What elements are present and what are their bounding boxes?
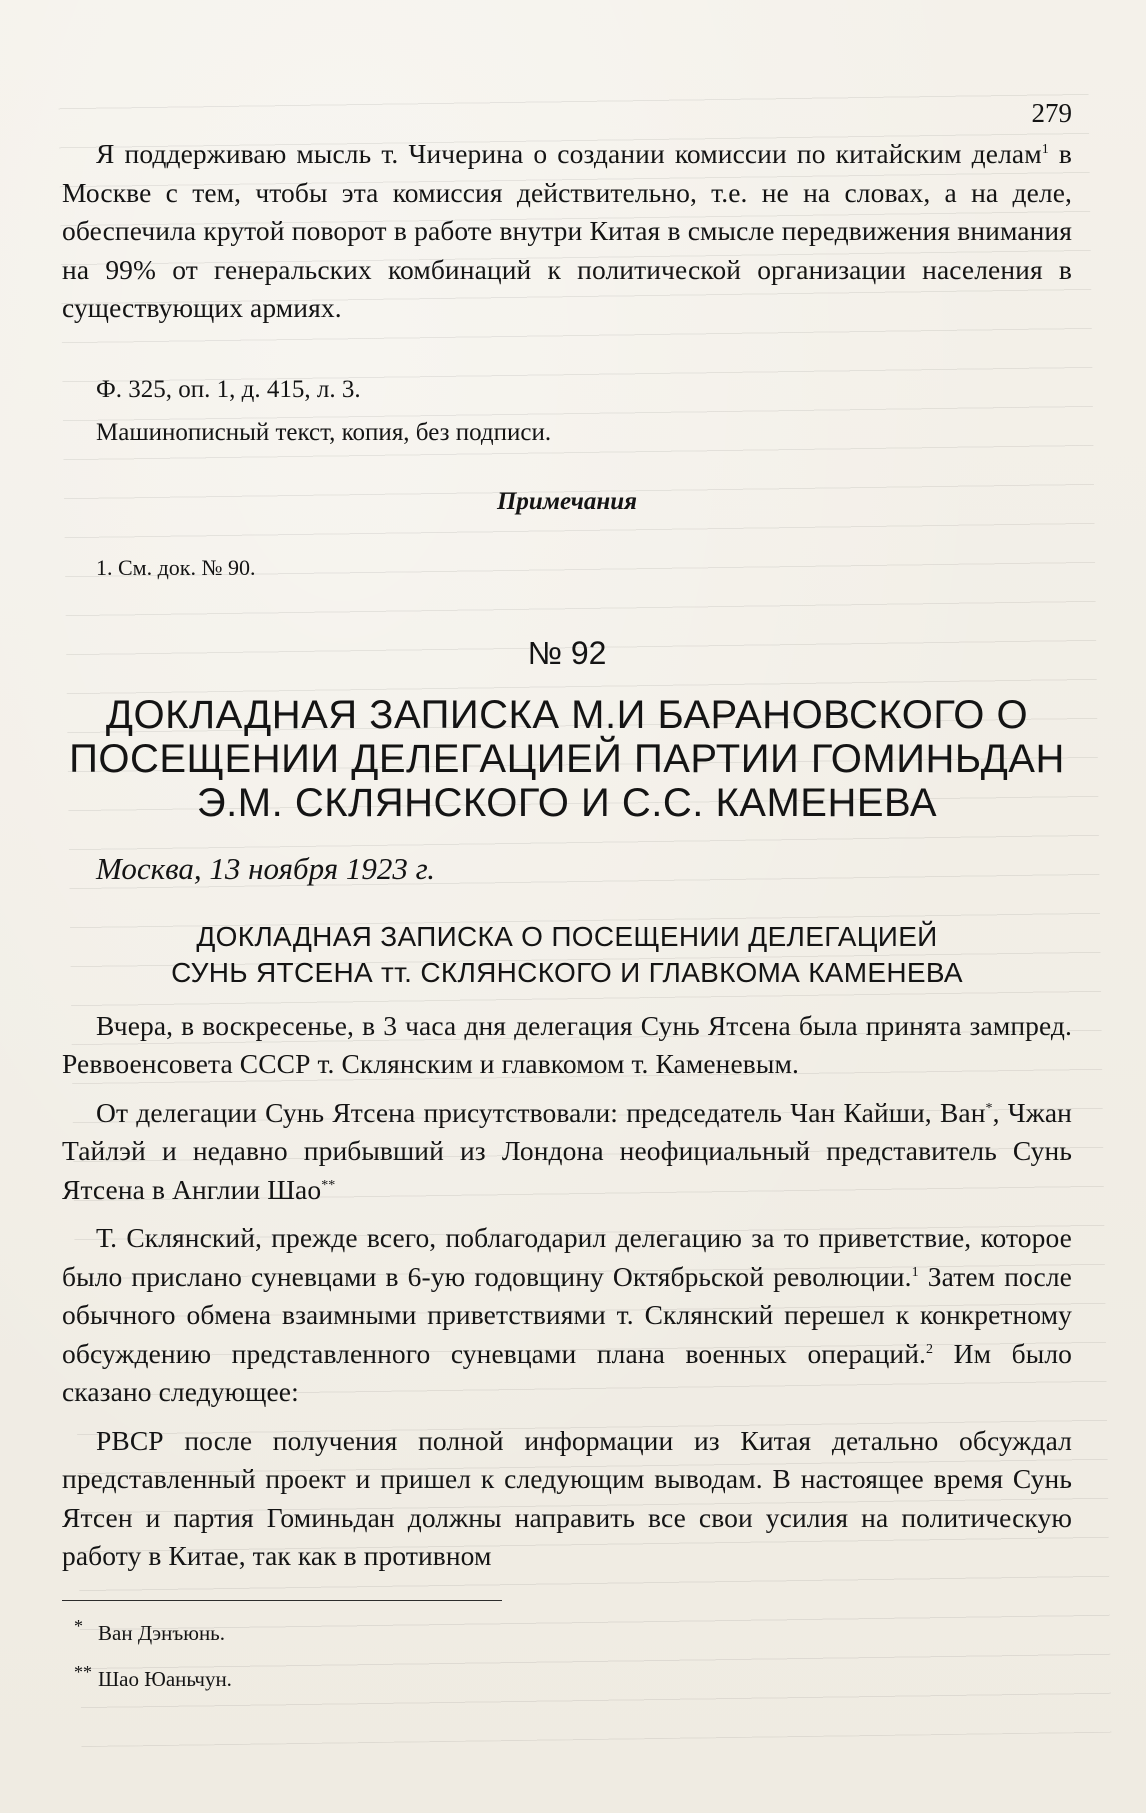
body-paragraph-3-part-a: Т. Склянский, прежде всего, поблагодарил делегацию за то приветствие, которое было прислано суневцами в 6-ую годовщину Октябрьской революции. <box>62 1222 1072 1292</box>
footnote-rule <box>62 1600 502 1601</box>
page-number: 279 <box>1031 98 1072 128</box>
body-paragraph-3 <box>62 1219 1072 1412</box>
body-paragraph-2-part-a: От делегации Сунь Ятсена присутствовали: председатель Чан Кайши, Ван <box>96 1096 986 1128</box>
footnote-mark-1: * <box>985 1100 993 1116</box>
top-paragraph <box>62 135 1072 328</box>
top-paragraph-rest: в Москве с тем, чтобы эта комиссия действительно, т.е. не на словах, а на деле, обеспечила крутой поворот в работе внутри Китая в смысле передвижения внимания на 99% от генеральских комбинаций к политической организации населения в существующих армиях. <box>62 138 1072 323</box>
section-title <box>62 919 1072 991</box>
archive-note: Машинописный текст, копия, без подписи. <box>96 418 552 446</box>
footnotes <box>62 1600 1072 1711</box>
footnote-ref-1: 1 <box>1041 141 1049 157</box>
place-date: Москва, 13 ноября 1923 г. <box>96 850 436 886</box>
body-paragraph-3-part-c: Им было сказано следующее: <box>62 1337 1072 1407</box>
body-paragraph-2-part-b: , Чжан Тайлэй и недавно прибывший из Лондона неофициальный представитель Сунь Ятсена в Англии Шао <box>62 1096 1072 1205</box>
body-paragraph-2 <box>62 1094 1072 1210</box>
note-ref-1: 1 <box>911 1264 919 1280</box>
notes-heading: Примечания <box>496 487 638 515</box>
page-content <box>62 135 1072 1576</box>
document-body <box>62 1007 1072 1576</box>
footnote-item: * Ван Дэнъюнь. <box>74 1616 226 1645</box>
section-title-line: СУНЬ ЯТСЕНА тт. СКЛЯНСКОГО И ГЛАВКОМА КАМЕНЕВА <box>171 956 963 988</box>
note-ref-2: 2 <box>926 1341 934 1357</box>
footnote-text: Шао Юаньчун. <box>98 1667 232 1691</box>
document-title-line: Э.М. СКЛЯНСКОГО И С.С. КАМЕНЕВА <box>196 780 938 825</box>
section-title-line: ДОКЛАДНАЯ ЗАПИСКА О ПОСЕЩЕНИИ ДЕЛЕГАЦИЕЙ <box>196 920 938 952</box>
footnote-mark-2: ** <box>321 1177 336 1193</box>
body-paragraph-4: РВСР после получения полной информации из Китая детально обсуждал представленный проект и пришел к следующим выводам. В настоящее время Сунь Ятсен и партия Гоминьдан должны направить все свои усилия на политическую работу в Китае, так как в противном <box>62 1424 1072 1571</box>
footnote-item: ** Шао Юаньчун. <box>74 1662 232 1691</box>
document-number: № 92 <box>527 634 607 671</box>
document-title-line: ДОКЛАДНАЯ ЗАПИСКА М.И БАРАНОВСКОГО О <box>105 692 1029 737</box>
document-title-line: ПОСЕЩЕНИИ ДЕЛЕГАЦИЕЙ ПАРТИИ ГОМИНЬДАН <box>69 736 1065 781</box>
body-paragraph-3-part-b: Затем после обычного обмена взаимными приветствиями т. Склянский перешел к конкретному обсуждению представленного суневцами плана военных операций. <box>62 1260 1072 1369</box>
note-item-1: 1. См. док. № 90. <box>96 554 256 580</box>
document-title <box>62 693 1072 825</box>
footnote-text: Ван Дэнъюнь. <box>98 1621 226 1645</box>
top-paragraph-text: Я поддерживаю мысль т. Чичерина о создании комиссии по китайским делам <box>96 138 1042 169</box>
archive-reference: Ф. 325, оп. 1, д. 415, л. 3. <box>96 375 361 403</box>
body-paragraph-1: Вчера, в воскресенье, в 3 часа дня делегация Сунь Ятсена была принята зампред. Реввоенсовета СССР т. Склянским и главкомом т. Каменевым. <box>62 1009 1072 1079</box>
